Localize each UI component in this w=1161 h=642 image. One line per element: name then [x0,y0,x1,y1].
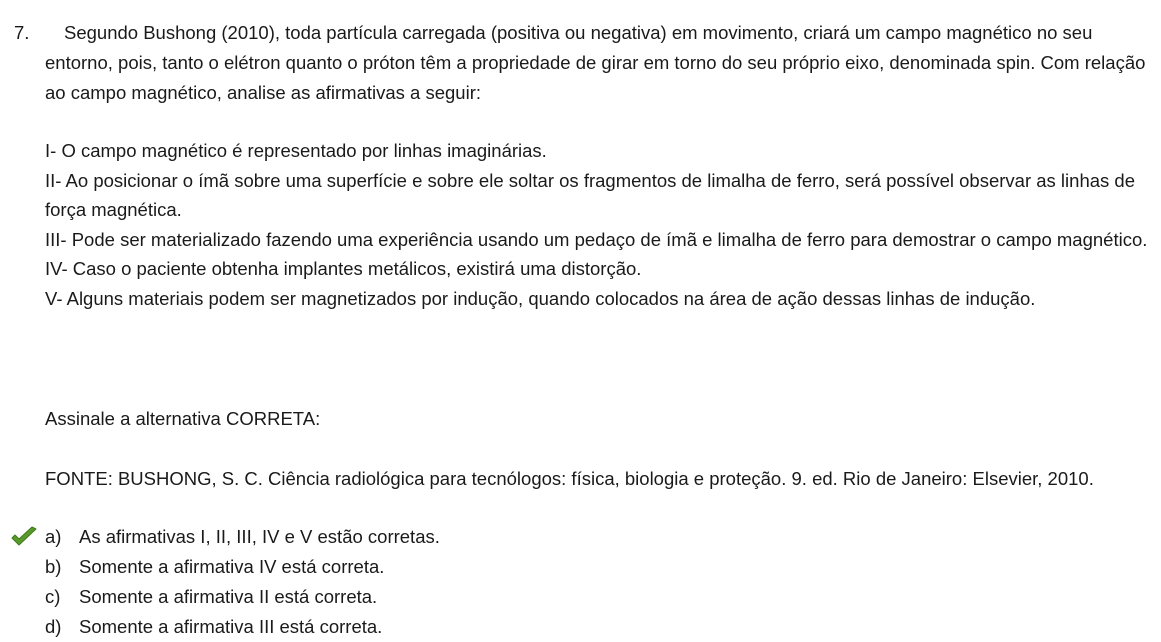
option-text: Somente a afirmativa III está correta. [79,616,383,637]
option-text: Somente a afirmativa II está correta. [79,586,378,607]
option-letter: b) [45,556,62,577]
answer-options [45,522,1145,642]
option-a[interactable] [45,522,1145,552]
option-text: Somente a afirmativa IV está correta. [79,556,385,577]
statement-item: IV- Caso o paciente obtenha implantes metálicos, existirá uma distorção. [45,258,642,280]
statement-list [45,136,1155,314]
question-source: FONTE: BUSHONG, S. C. Ciência radiológica para tecnólogos: física, biologia e proteção. 9. ed. Rio de Janeiro: Elsevier, 2010. [45,468,1094,489]
option-letter: c) [45,586,61,607]
option-text: As afirmativas I, II, III, IV e V estão corretas. [79,526,440,547]
option-c[interactable] [45,582,1145,612]
question-stem: Segundo Bushong (2010), toda partícula carregada (positiva ou negativa) em movimento, criará um campo magnético no seu entorno, pois, tanto o elétron quanto o próton têm a propriedade de girar em torno do seu próprio eixo, denominada spin. Com relação ao campo magnético, analise as afirmativas a seguir: [45,22,1146,103]
statement-item: V- Alguns materiais podem ser magnetizados por indução, quando colocados na área de ação dessas linhas de indução. [45,287,1036,309]
question-number: 7. [14,22,30,43]
checkmark-icon [10,526,38,548]
option-b[interactable] [45,552,1145,582]
question-instruction: Assinale a alternativa CORRETA: [45,408,321,429]
statement-item: I- O campo magnético é representado por linhas imaginárias. [45,140,547,161]
option-letter: a) [45,526,62,547]
option-letter: d) [45,616,62,637]
option-d[interactable] [45,612,1145,642]
statement-item: II- Ao posicionar o ímã sobre uma superfície e sobre ele soltar os fragmentos de limalha de ferro, será possível observar as linhas de força magnética. [45,169,1135,221]
statement-item: III- Pode ser materializado fazendo uma experiência usando um pedaço de ímã e limalha de ferro para demostrar o campo magnético. [45,228,1148,250]
